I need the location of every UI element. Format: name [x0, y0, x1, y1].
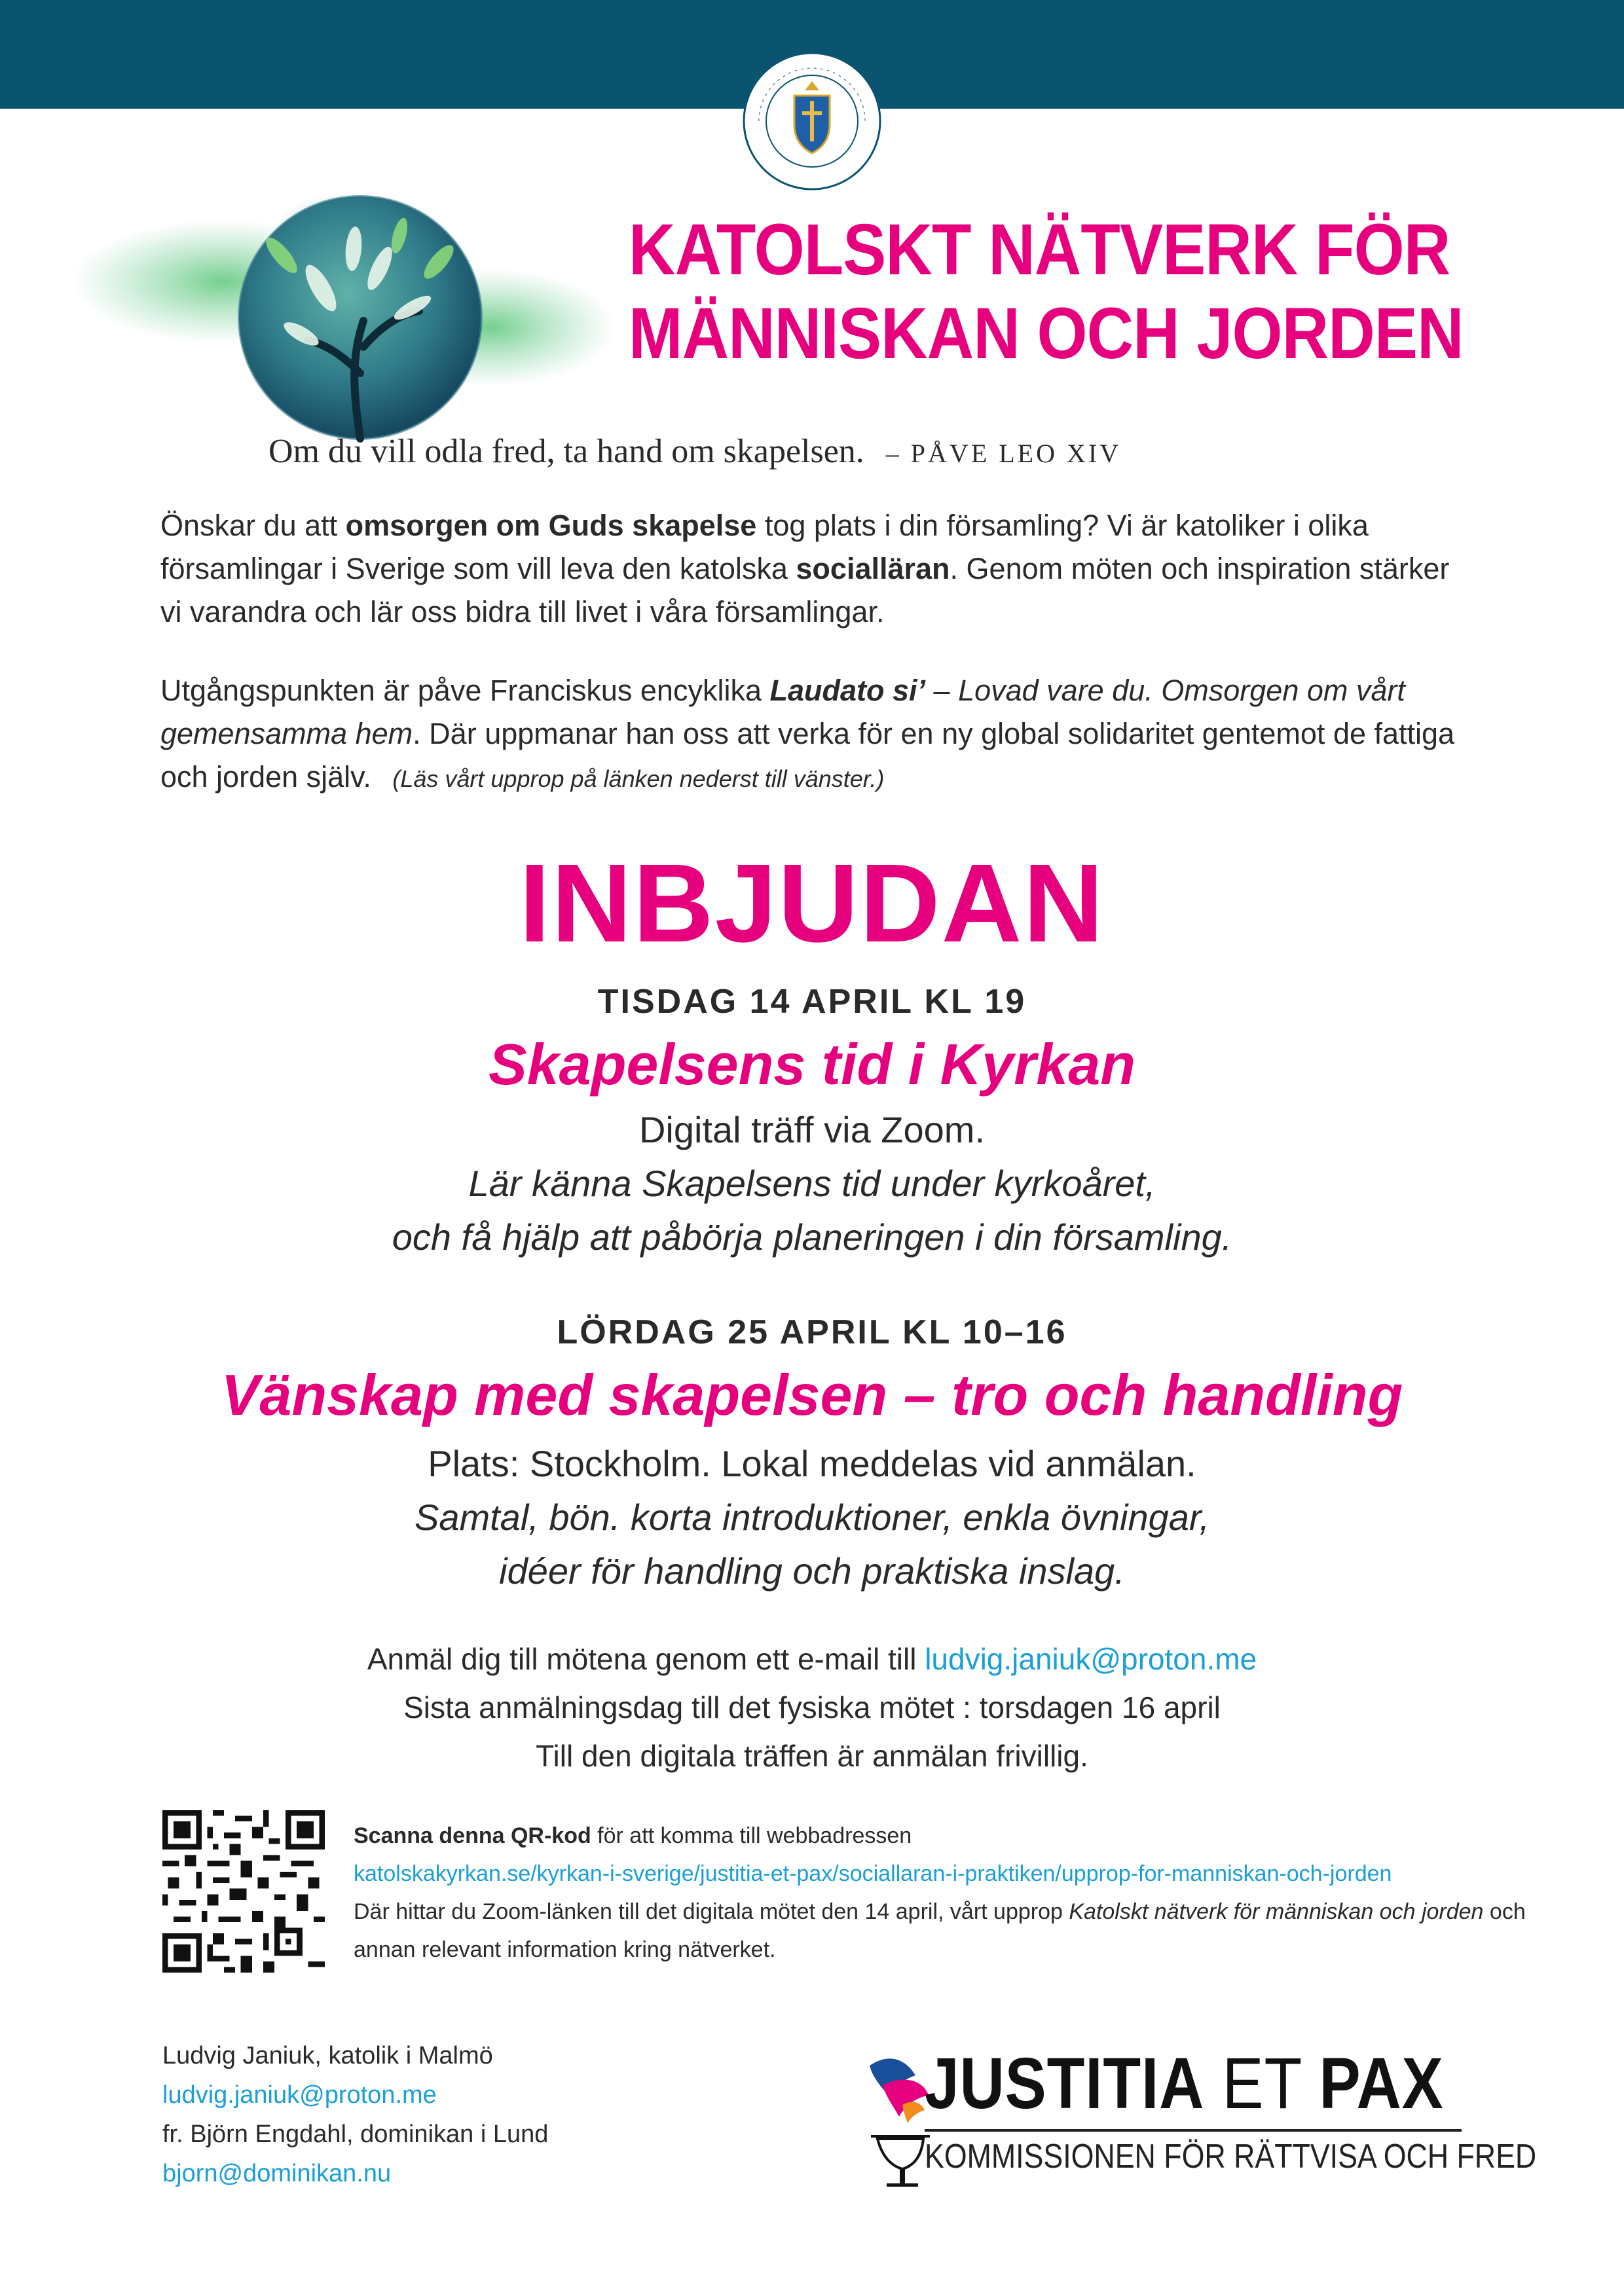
event2-line-3: idéer för handling och praktiska inslag. [499, 1550, 1125, 1592]
logo-word-justitia: JUSTITIA [925, 2043, 1205, 2124]
encyclical-subtitle: Lovad vare du. Omsorgen om vårt gemensamma hem [160, 674, 1405, 750]
intro-bold-text: socialläran [796, 552, 950, 585]
event2-title: Vänskap med skapelsen – tro och handling [221, 1362, 1403, 1427]
registration-line-2: Sista anmälningsdag till det fysiska mötet : torsdagen 16 april [403, 1690, 1221, 1724]
intro-text: Utgångspunkten är påve Franciskus encyklika [160, 674, 770, 707]
intro-paragraph-2 [160, 669, 1464, 801]
contact-block [162, 2036, 548, 2193]
contact-name-1: Ludvig Janiuk, katolik i Malmö [162, 2042, 493, 2069]
page-title [629, 208, 1483, 376]
pope-quote [268, 432, 1382, 471]
qr-desc-text [354, 1893, 1545, 1969]
qr-desc-italic: Katolskt nätverk för människan och jorden [1069, 1899, 1484, 1924]
intro-text: – [925, 674, 959, 707]
title-line-1: KATOLSKT NÄTVERK FÖR [629, 210, 1450, 290]
qr-lead-text: för att komma till webbadressen [591, 1823, 912, 1848]
justitia-et-pax-logo-text [925, 2045, 1444, 2123]
event1-line-3: och få hjälp att påbörja planeringen i din församling. [392, 1216, 1232, 1258]
qr-lead [354, 1817, 1545, 1855]
intro-text: tog plats i din församling? Vi är katoliker i olika församlingar i Sverige som vill leva den katolska [160, 509, 1369, 585]
upprop-url-link[interactable]: katolskakyrkan.se/kyrkan-i-sverige/justitia-et-pax/sociallaran-i-praktiken/upprop-for-manniskan-och-jorden [354, 1861, 1392, 1886]
registration-line-1 [0, 1635, 1624, 1683]
event1-date: TISDAG 14 APRIL KL 19 [597, 983, 1027, 1021]
intro-bold-text: omsorgen om Guds skapelse [345, 509, 757, 542]
contact-email-1-link[interactable]: ludvig.janiuk@proton.me [162, 2081, 437, 2109]
intro-paragraph-1 [160, 504, 1464, 634]
registration-text: Anmäl dig till mötena genom ett e-mail till [367, 1642, 925, 1676]
encyclical-title: Laudato si’ [769, 674, 926, 707]
event2-line-2: Samtal, bön. korta introduktioner, enkla övningar, [414, 1497, 1210, 1538]
event1-line-2: Lär känna Skapelsens tid under kyrkoåret, [468, 1163, 1156, 1204]
invitation-heading: INBJUDAN [519, 841, 1105, 966]
qr-code-icon[interactable] [162, 1810, 325, 1973]
intro-text: Önskar du att [160, 509, 346, 542]
event1-line-1: Digital träff via Zoom. [638, 1109, 986, 1150]
qr-desc-part: Där hittar du Zoom-länken till det digitala mötet den 14 april, vårt upprop [354, 1899, 1069, 1924]
registration-email-link[interactable]: ludvig.janiuk@proton.me [925, 1642, 1257, 1676]
intro-text: . Genom möten och inspiration stärker vi varandra och lär oss bidra till livet i våra församlingar. [160, 552, 1450, 629]
contact-email-2-link[interactable]: bjorn@dominikan.nu [162, 2160, 392, 2187]
intro-note: (Läs vårt upprop på länken nederst till vänster.) [392, 765, 885, 792]
title-line-2: MÄNNISKAN OCH JORDEN [629, 293, 1464, 374]
contact-name-2: fr. Björn Engdahl, dominikan i Lund [162, 2121, 549, 2148]
diocese-seal-icon [742, 51, 882, 191]
event1-title: Skapelsens tid i Kyrkan [489, 1032, 1135, 1097]
intro-text: . Där uppmanar han oss att verka för en ny global solidaritet gentemot de fattiga och jorden själv. [160, 717, 1455, 793]
logo-subtitle: KOMMISSIONEN FÖR RÄTTVISA OCH FRED [925, 2138, 1537, 2176]
qr-desc-part: och annan relevant information kring nätverket. [354, 1899, 1526, 1962]
qr-lead-bold: Scanna denna QR-kod [354, 1823, 591, 1848]
logo-word-pax: PAX [1319, 2043, 1444, 2124]
quote-attribution: – PÅVE LEO XIV [885, 439, 1122, 468]
earth-tree-illustration [72, 177, 616, 458]
logo-divider [925, 2129, 1462, 2132]
event2-date: LÖRDAG 25 APRIL KL 10–16 [557, 1313, 1067, 1351]
logo-word-et: ET [1204, 2043, 1320, 2124]
registration-line-3: Till den digitala träffen är anmälan frivillig. [536, 1739, 1088, 1773]
event2-line-1: Plats: Stockholm. Lokal meddelas vid anmälan. [428, 1443, 1196, 1484]
quote-text: Om du vill odla fred, ta hand om skapelsen. [268, 433, 864, 470]
qr-description [354, 1817, 1545, 1969]
